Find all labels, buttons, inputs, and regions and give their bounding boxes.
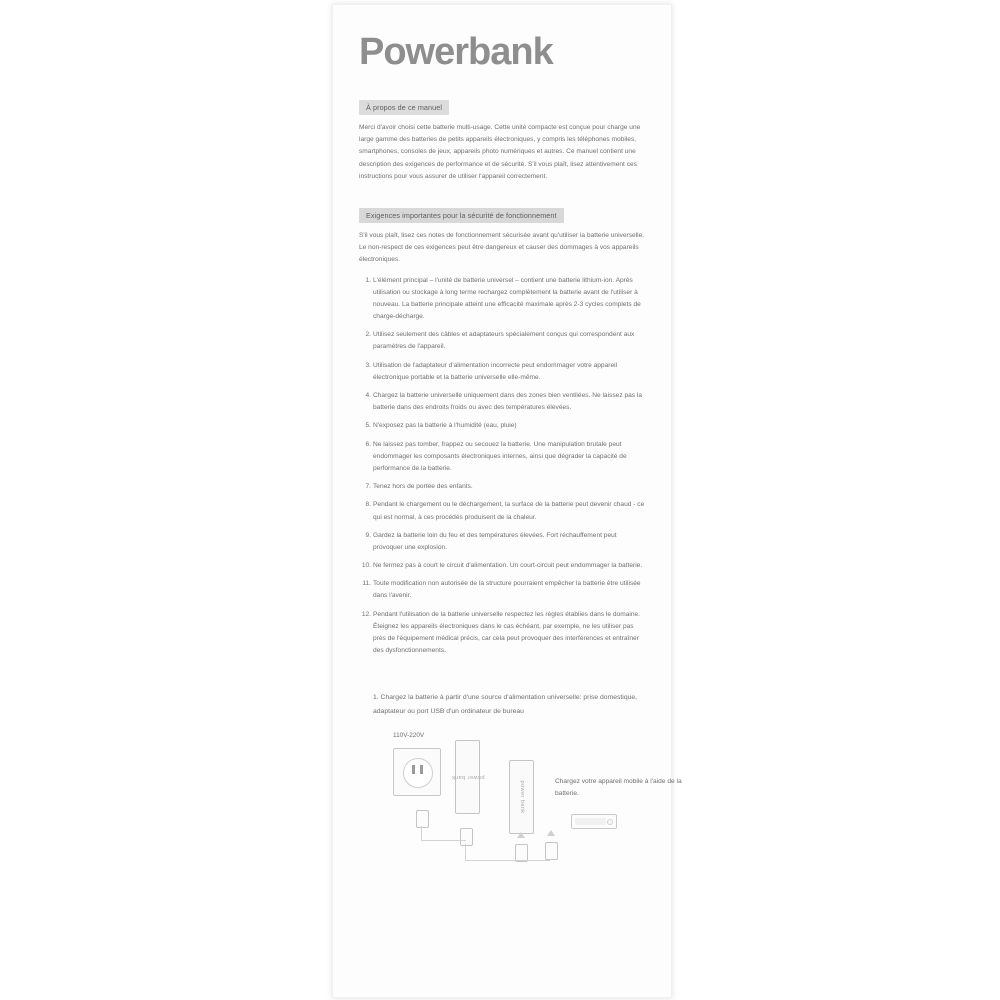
list-item-text: Chargez la batterie universelle uniquement dans des zones bien ventilées. Ne laissez pas la batterie dans des endroits froids ou avec des températures élevées. (373, 392, 643, 412)
list-item-text: Gardez la batterie loin du feu et des températures élevées. Fort réchauffement peut provoquer une explosion. (373, 531, 617, 551)
list-item-text: Ne laissez pas tomber, frappez ou secouez la batterie. Une manipulation brutale peut endommager les composants électroniques internes, ainsi que dégrader la capacité de performance de la batterie. (373, 440, 627, 472)
list-item (359, 420, 645, 432)
cable-outlet-to-powerbank (421, 826, 466, 841)
list-item-number: 2. (365, 331, 371, 339)
list-item-text: Toute modification non autorisée de la structure pourraient empêcher la batterie être utilisée dans l'avenir. (373, 580, 641, 600)
list-item (359, 609, 645, 658)
list-item (359, 439, 645, 476)
list-item (359, 530, 645, 554)
list-item (359, 390, 645, 414)
voltage-label: 110V-220V (393, 731, 425, 739)
list-item-number: 6. (365, 440, 371, 448)
list-item-number: 7. (365, 483, 371, 491)
section-paragraph-safety: S'il vous plaît, lisez ces notes de fonctionnement sécurisée avant qu'utiliser la batterie universelle. Le non-respect de ces exigences peut être dangereux et causer des dommages à vos appareils électroniques. (359, 231, 645, 264)
list-item (359, 360, 645, 384)
manual-sheet (332, 4, 682, 998)
list-item-text: Utilisez seulement des câbles et adaptateurs spécialement conçus qui correspondent aux paramètres de l'appareil. (373, 331, 635, 351)
usb-plug-4 (545, 842, 558, 860)
list-item-text: L'élément principal – l'unité de batterie universel – contient une batterie lithium-ion. Après utilisation ou stockage à long terme rechargez complètement la batterie avant de l'utiliser à nouveau. La batterie principale atteint une efficacité maximale après 2-3 cycles complets de charge-décharge. (373, 276, 641, 321)
device-button (607, 819, 613, 825)
safety-requirements-list (359, 275, 645, 658)
section-paragraph-about: Merci d'avoir choisi cette batterie multi-usage. Cette unité compacte est conçue pour charge une large gamme des batteries de petits appareils électroniques, y compris les téléphones mobiles, smartphones, consoles de jeux, appareils photo numériques et autres. Ce manuel contient une description des exigences de performance et de sécurité. S'il vous plaît, lisez attentivement ces instructions pour vous assurer de utiliser l'appareil correctement. (359, 124, 641, 180)
list-item-text: Pendant le chargement ou le déchargement, la surface de la batterie peut devenir chaud - ce qui est normal, à ces procédés produisent de la chaleur. (373, 501, 645, 521)
cable-segment (520, 860, 550, 861)
section-heading-about: À propos de ce manuel (359, 100, 449, 115)
list-item-number: 11. (362, 580, 371, 588)
list-item-text: Ne fermez pas à court le circuit d'alimentation. Un court-circuit peut endommager la batterie. (373, 562, 643, 570)
cable-powerbank-to-device (465, 844, 521, 861)
mobile-device-illustration (571, 814, 617, 829)
powerbank-label-1: power bank (451, 773, 484, 780)
list-item-text: Pendant l'utilisation de la batterie universelle respectez les règles établies dans le domaine. Éteignez les appareils électroniques dans le cas échéant, par exemple, ne les utiliser pas près de l'équipement médical précis, car cela peut provoquer des interférences et entraîner des dysfonctionnements. (373, 610, 640, 655)
wall-outlet-illustration (393, 748, 441, 796)
page-title: Powerbank (359, 31, 553, 73)
charging-instruction-text: 1. Chargez la batterie à partir d'une source d'alimentation universelle: prise domestique, adaptateur ou port USB d'un ordinateur de bureau (373, 694, 638, 715)
diagram-note-text: Chargez votre appareil mobile à l'aide de la batterie. (555, 777, 682, 798)
device-screen (575, 818, 606, 825)
list-item-text: N'exposez pas la batterie à l'humidité (eau, pluie) (373, 422, 517, 430)
list-item-number: 8. (365, 501, 371, 509)
outlet-socket (403, 758, 433, 788)
list-item-number: 4. (365, 392, 371, 399)
list-item-number: 5. (365, 422, 371, 430)
list-item-number: 3. (365, 361, 371, 369)
list-item (359, 329, 645, 353)
charging-diagram (359, 731, 682, 872)
arrow-up-icon-1 (517, 832, 525, 838)
list-item (359, 499, 645, 523)
list-item (359, 560, 645, 572)
list-item (359, 481, 645, 493)
powerbank-label-2: power bank (518, 780, 525, 814)
list-item-number: 10. (361, 562, 371, 570)
list-item-number: 9. (365, 531, 371, 539)
section-heading-safety: Exigences importantes pour la sécurité de fonctionnement (359, 208, 564, 223)
list-item (359, 578, 645, 602)
powerbank-illustration-1 (451, 740, 484, 814)
list-item-text: Utilisation de l'adaptateur d'alimentation incorrecte peut endommager votre appareil électronique portable et la batterie universelle elle-même. (373, 361, 618, 381)
list-item-number: 12. (361, 610, 371, 618)
outlet-pin-left (412, 765, 415, 774)
outlet-pin-right (420, 765, 423, 774)
powerbank-illustration-2 (509, 760, 534, 834)
arrow-up-icon-2 (547, 830, 555, 836)
list-item-text: Tenez hors de portée des enfants. (373, 483, 473, 491)
list-item (359, 275, 645, 324)
manual-content (345, 15, 682, 989)
list-item-number: 1. (365, 276, 371, 284)
